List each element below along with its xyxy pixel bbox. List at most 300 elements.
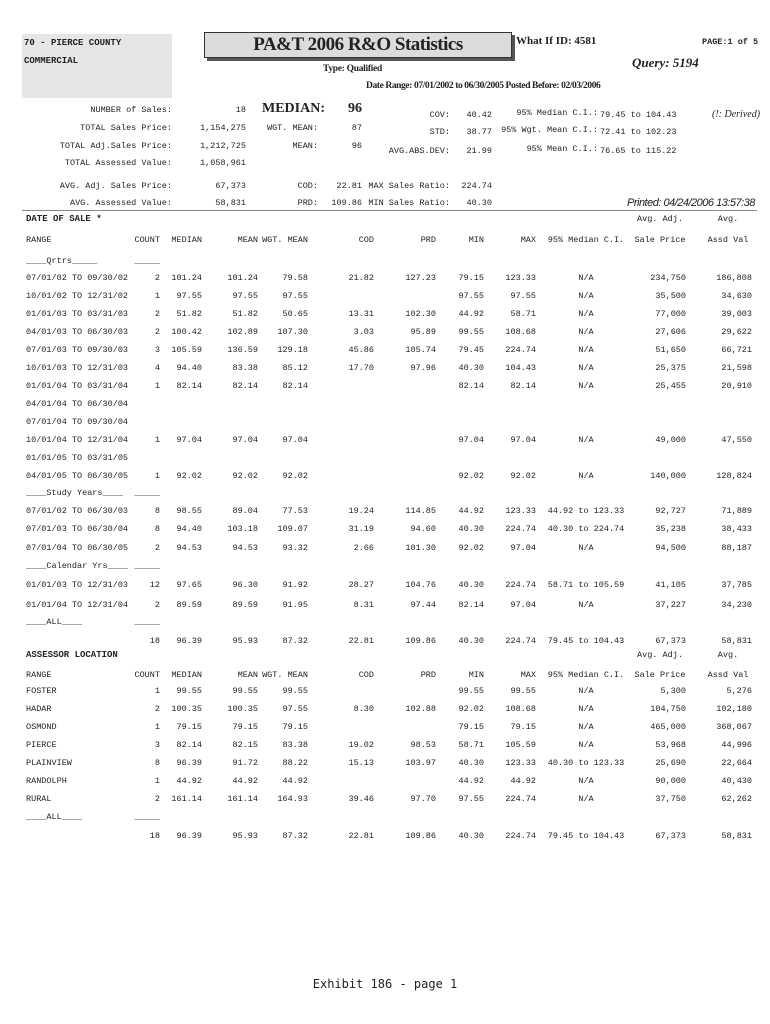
table-cell-asp: 25,455	[655, 381, 686, 391]
table-cell-wgt: 88.22	[282, 758, 308, 768]
table-cell-prd: 97.44	[410, 600, 436, 610]
table-cell-asp: 94,500	[655, 543, 686, 553]
summary-value: 67,373	[215, 181, 246, 191]
table-cell-max: 123.33	[505, 758, 536, 768]
table-cell-mean: 96.30	[232, 580, 258, 590]
summary-value: 18	[235, 105, 246, 115]
table-cell-wgt: 93.32	[282, 543, 308, 553]
table-cell-wgt: 87.32	[282, 636, 308, 646]
table-cell-asp: 465,000	[650, 722, 686, 732]
table-cell-cod: 31.19	[348, 524, 374, 534]
table-cell-count: _____	[134, 488, 160, 498]
table-cell-range: 01/01/04 TO 03/31/04	[26, 381, 129, 391]
table-cell-count: _____	[134, 256, 160, 266]
table-cell-max: 104.43	[505, 363, 536, 373]
table-cell-max: 97.04	[510, 435, 536, 445]
query-id: Query: 5194	[632, 55, 699, 70]
table-cell-mean: 94.53	[232, 543, 258, 553]
column-header-ci: 95% Median C.I.	[547, 670, 625, 680]
table-cell-min: 79.15	[458, 722, 484, 732]
county-name: 70 - PIERCE COUNTY	[24, 38, 122, 48]
table-cell-min: 40.30	[458, 758, 484, 768]
table-cell-min: 44.92	[458, 309, 484, 319]
summary-label: WGT. MEAN:	[266, 123, 318, 133]
page-number: PAGE:1 of 5	[702, 37, 759, 47]
table-cell-count: 1	[154, 722, 160, 732]
table-cell-min: 44.92	[458, 506, 484, 516]
table-cell-ci: 79.45 to 104.43	[547, 636, 625, 646]
table-cell-wgt: 79.58	[282, 273, 308, 283]
table-cell-range: PLAINVIEW	[26, 758, 72, 768]
table-cell-mean: 161.14	[227, 794, 258, 804]
table-cell-median: 82.14	[176, 381, 202, 391]
table-cell-range: ____ALL____	[26, 617, 83, 627]
table-cell-aav: 39,003	[721, 309, 752, 319]
table-cell-aav: 34,630	[721, 291, 752, 301]
table-cell-min: 58.71	[458, 740, 484, 750]
table-cell-aav: 20,910	[721, 381, 752, 391]
table-cell-min: 97.55	[458, 794, 484, 804]
table-cell-cod: 19.02	[348, 740, 374, 750]
table-cell-min: 40.30	[458, 831, 484, 841]
summary-label: MEAN:	[292, 141, 318, 151]
table-cell-aav: 62,262	[721, 794, 752, 804]
column-header-avg-adj: Sale Price	[634, 670, 686, 680]
table-cell-mean: 97.55	[232, 291, 258, 301]
column-header-avg-assd: Assd Val	[707, 235, 749, 245]
table-cell-cod: 45.86	[348, 345, 374, 355]
table-cell-aav: 368,067	[716, 722, 752, 732]
summary-value: 40.42	[466, 110, 492, 120]
table-cell-asp: 67,373	[655, 831, 686, 841]
table-cell-wgt: 91.95	[282, 600, 308, 610]
table-cell-wgt: 97.55	[282, 291, 308, 301]
table-cell-min: 82.14	[458, 381, 484, 391]
table-cell-min: 79.45	[458, 345, 484, 355]
table-cell-median: 94.53	[176, 543, 202, 553]
table-cell-median: 79.15	[176, 722, 202, 732]
table-cell-range: 07/01/03 TO 09/30/03	[26, 345, 129, 355]
table-cell-median: 100.35	[171, 704, 202, 714]
table-cell-count: 1	[154, 435, 160, 445]
table-cell-asp: 5,300	[660, 686, 686, 696]
summary-value: 79.45 to 104.43	[600, 110, 677, 120]
table-cell-range: RURAL	[26, 794, 52, 804]
table-cell-ci: N/A	[578, 363, 594, 373]
table-cell-aav: 38,433	[721, 524, 752, 534]
table-cell-mean: 97.04	[232, 435, 258, 445]
column-header-median: MEDIAN	[171, 235, 202, 245]
table-cell-wgt: 83.38	[282, 740, 308, 750]
column-header-avg-assd: Avg.	[717, 650, 739, 660]
table-cell-prd: 127.23	[405, 273, 436, 283]
summary-value: 1,212,725	[200, 141, 246, 151]
table-cell-wgt: 82.14	[282, 381, 308, 391]
table-cell-cod: 22.81	[348, 636, 374, 646]
table-cell-median: 96.39	[176, 831, 202, 841]
table-cell-count: 2	[154, 327, 160, 337]
summary-value: 21.99	[466, 146, 492, 156]
table-cell-median: 98.55	[176, 506, 202, 516]
table-cell-mean: 95.93	[232, 636, 258, 646]
table-cell-prd: 109.86	[405, 636, 436, 646]
table-cell-mean: 91.72	[232, 758, 258, 768]
table-cell-wgt: 87.32	[282, 831, 308, 841]
table-cell-count: 8	[154, 524, 160, 534]
table-cell-aav: 102,180	[716, 704, 752, 714]
table-cell-range: 04/01/04 TO 06/30/04	[26, 399, 129, 409]
table-cell-count: 18	[149, 636, 160, 646]
table-cell-wgt: 99.55	[282, 686, 308, 696]
table-cell-cod: 17.70	[348, 363, 374, 373]
table-cell-median: 97.04	[176, 435, 202, 445]
table-cell-ci: 58.71 to 105.59	[547, 580, 625, 590]
table-cell-wgt: 92.02	[282, 471, 308, 481]
table-cell-wgt: 50.65	[282, 309, 308, 319]
table-cell-prd: 109.86	[405, 831, 436, 841]
table-cell-min: 92.02	[458, 543, 484, 553]
table-cell-mean: 89.04	[232, 506, 258, 516]
summary-value: 38.77	[466, 127, 492, 137]
column-header-mean: MEAN	[237, 235, 258, 245]
table-cell-range: 04/01/03 TO 06/30/03	[26, 327, 129, 337]
table-cell-median: 92.02	[176, 471, 202, 481]
table-cell-ci: N/A	[578, 291, 594, 301]
table-cell-max: 58.71	[510, 309, 536, 319]
column-header-wgt: WGT. MEAN	[262, 670, 308, 680]
table-cell-min: 97.55	[458, 291, 484, 301]
column-header-avg-adj: Sale Price	[634, 235, 686, 245]
table-cell-cod: 28.27	[348, 580, 374, 590]
table-cell-range: 07/01/03 TO 06/30/04	[26, 524, 129, 534]
table-cell-asp: 234,750	[650, 273, 686, 283]
summary-label: 95% Mean C.I.:	[526, 144, 598, 154]
summary-value: 1,058,961	[200, 158, 246, 168]
table-cell-range: 10/01/03 TO 12/31/03	[26, 363, 129, 373]
summary-value: 109.86	[331, 198, 362, 208]
table-cell-asp: 67,373	[655, 636, 686, 646]
table-cell-asp: 90,000	[655, 776, 686, 786]
table-cell-aav: 21,598	[721, 363, 752, 373]
table-cell-range: FOSTER	[26, 686, 57, 696]
table-cell-aav: 37,785	[721, 580, 752, 590]
table-cell-aav: 58,831	[721, 831, 752, 841]
table-cell-prd: 101.30	[405, 543, 436, 553]
table-cell-range: PIERCE	[26, 740, 57, 750]
table-cell-range: ____ALL____	[26, 812, 83, 822]
column-header-count: COUNT	[134, 235, 160, 245]
table-cell-ci: N/A	[578, 327, 594, 337]
column-header-cod: COD	[358, 235, 374, 245]
table-cell-max: 123.33	[505, 506, 536, 516]
median-label: MEDIAN:	[262, 101, 325, 116]
summary-label: AVG. Adj. Sales Price:	[59, 181, 172, 191]
table-cell-cod: 22.81	[348, 831, 374, 841]
table-cell-min: 40.30	[458, 363, 484, 373]
table-cell-count: _____	[134, 617, 160, 627]
table-cell-mean: 44.92	[232, 776, 258, 786]
table-cell-median: 99.55	[176, 686, 202, 696]
table-cell-mean: 82.14	[232, 381, 258, 391]
table-cell-prd: 98.53	[410, 740, 436, 750]
table-cell-ci: N/A	[578, 776, 594, 786]
table-cell-cod: 13.31	[348, 309, 374, 319]
summary-label: TOTAL Sales Price:	[80, 123, 172, 133]
table-cell-aav: 5,276	[726, 686, 752, 696]
table-cell-range: 01/01/05 TO 03/31/05	[26, 453, 129, 463]
table-cell-range: RANDOLPH	[26, 776, 67, 786]
table-cell-max: 224.74	[505, 636, 536, 646]
summary-value: 87	[351, 123, 362, 133]
table-cell-asp: 25,690	[655, 758, 686, 768]
table-cell-range: 10/01/04 TO 12/31/04	[26, 435, 129, 445]
table-cell-aav: 22,664	[721, 758, 752, 768]
summary-value: 58,831	[215, 198, 246, 208]
column-header-prd: PRD	[420, 235, 436, 245]
table-cell-aav: 47,550	[721, 435, 752, 445]
table-cell-min: 44.92	[458, 776, 484, 786]
table-cell-range: 01/01/03 TO 03/31/03	[26, 309, 129, 319]
table-cell-wgt: 44.92	[282, 776, 308, 786]
table-cell-mean: 103.18	[227, 524, 258, 534]
table-cell-count: 12	[149, 580, 160, 590]
table-cell-median: 100.42	[171, 327, 202, 337]
table-cell-aav: 88,187	[721, 543, 752, 553]
table-cell-max: 79.15	[510, 722, 536, 732]
table-cell-cod: 39.46	[348, 794, 374, 804]
column-header-max: MAX	[520, 235, 536, 245]
table-cell-prd: 102.88	[405, 704, 436, 714]
table-cell-median: 89.59	[176, 600, 202, 610]
printed-timestamp: Printed: 04/24/2006 13:57:38	[627, 197, 755, 209]
table-cell-asp: 140,000	[650, 471, 686, 481]
property-class: COMMERCIAL	[24, 56, 79, 66]
table-cell-ci: N/A	[578, 471, 594, 481]
table-cell-aav: 186,808	[716, 273, 752, 283]
table-cell-mean: 51.82	[232, 309, 258, 319]
table-cell-min: 99.55	[458, 327, 484, 337]
column-header-wgt: WGT. MEAN	[262, 235, 308, 245]
table-cell-wgt: 129.18	[277, 345, 308, 355]
column-header-prd: PRD	[420, 670, 436, 680]
table-cell-max: 108.68	[505, 327, 536, 337]
table-cell-mean: 95.93	[232, 831, 258, 841]
table-cell-cod: 15.13	[348, 758, 374, 768]
table-cell-ci: N/A	[578, 309, 594, 319]
column-header-avg-adj: Avg. Adj.	[637, 214, 683, 224]
table-cell-max: 224.74	[505, 831, 536, 841]
table-cell-wgt: 85.12	[282, 363, 308, 373]
table-cell-median: 44.92	[176, 776, 202, 786]
table-cell-mean: 101.24	[227, 273, 258, 283]
table-cell-count: 8	[154, 758, 160, 768]
table-cell-wgt: 91.92	[282, 580, 308, 590]
summary-value: 224.74	[461, 181, 492, 191]
table-cell-count: 4	[154, 363, 160, 373]
table-cell-ci: 40.30 to 123.33	[547, 758, 625, 768]
table-cell-mean: 79.15	[232, 722, 258, 732]
table-cell-min: 40.30	[458, 524, 484, 534]
what-if-id: What If ID: 4581	[516, 35, 597, 47]
table-cell-min: 92.02	[458, 704, 484, 714]
table-cell-range: 01/01/03 TO 12/31/03	[26, 580, 129, 590]
summary-value: 40.30	[466, 198, 492, 208]
table-cell-max: 224.74	[505, 580, 536, 590]
table-cell-max: 123.33	[505, 273, 536, 283]
table-cell-mean: 136.59	[227, 345, 258, 355]
table-cell-max: 224.74	[505, 345, 536, 355]
table-cell-wgt: 79.15	[282, 722, 308, 732]
column-header-median: MEDIAN	[171, 670, 202, 680]
table-cell-cod: 3.03	[353, 327, 374, 337]
table-cell-min: 40.30	[458, 580, 484, 590]
table-cell-mean: 100.35	[227, 704, 258, 714]
table-cell-count: 2	[154, 794, 160, 804]
table-cell-max: 44.92	[510, 776, 536, 786]
table-cell-count: 1	[154, 471, 160, 481]
median-value: 96	[348, 101, 362, 116]
report-title: PA&T 2006 R&O Statistics	[253, 34, 463, 55]
table-cell-max: 105.59	[505, 740, 536, 750]
column-header-ci: 95% Median C.I.	[547, 235, 625, 245]
table-cell-asp: 104,750	[650, 704, 686, 714]
table-cell-median: 96.39	[176, 636, 202, 646]
table-cell-range: 07/01/04 TO 06/30/05	[26, 543, 129, 553]
table-cell-range: OSMOND	[26, 722, 57, 732]
table-cell-prd: 97.96	[410, 363, 436, 373]
summary-value: 22.81	[336, 181, 362, 191]
column-header-max: MAX	[520, 670, 536, 680]
table-cell-range: 07/01/02 TO 06/30/03	[26, 506, 129, 516]
table-cell-prd: 95.89	[410, 327, 436, 337]
table-cell-aav: 40,430	[721, 776, 752, 786]
table-cell-count: 18	[149, 831, 160, 841]
table-cell-ci: N/A	[578, 345, 594, 355]
column-header-count: COUNT	[134, 670, 160, 680]
table-cell-asp: 37,750	[655, 794, 686, 804]
table-cell-aav: 58,831	[721, 636, 752, 646]
table-cell-prd: 114.85	[405, 506, 436, 516]
table-cell-aav: 34,230	[721, 600, 752, 610]
table-cell-cod: 8.31	[353, 600, 374, 610]
column-header-min: MIN	[468, 670, 484, 680]
table-cell-range: 01/01/04 TO 12/31/04	[26, 600, 129, 610]
table-cell-count: 3	[154, 345, 160, 355]
table-cell-count: 1	[154, 776, 160, 786]
table-cell-cod: 2.66	[353, 543, 374, 553]
table-cell-cod: 21.82	[348, 273, 374, 283]
table-cell-aav: 29,622	[721, 327, 752, 337]
table-cell-median: 161.14	[171, 794, 202, 804]
table-cell-min: 99.55	[458, 686, 484, 696]
table-cell-range: 04/01/05 TO 06/30/05	[26, 471, 129, 481]
table-cell-prd: 102.30	[405, 309, 436, 319]
table-cell-max: 99.55	[510, 686, 536, 696]
summary-label: TOTAL Assessed Value:	[64, 158, 172, 168]
table-cell-cod: 19.24	[348, 506, 374, 516]
section-divider	[22, 210, 757, 211]
table-cell-wgt: 164.93	[277, 794, 308, 804]
table-cell-count: _____	[134, 561, 160, 571]
summary-value: 72.41 to 102.23	[600, 127, 677, 137]
table-cell-median: 101.24	[171, 273, 202, 283]
column-header-avg-adj: Avg. Adj.	[637, 650, 683, 660]
table-cell-min: 79.15	[458, 273, 484, 283]
table-cell-min: 92.02	[458, 471, 484, 481]
table-cell-count: 2	[154, 704, 160, 714]
table-cell-count: 2	[154, 600, 160, 610]
table-cell-median: 97.65	[176, 580, 202, 590]
summary-label: PRD:	[297, 198, 318, 208]
table-cell-count: _____	[134, 812, 160, 822]
table-cell-mean: 99.55	[232, 686, 258, 696]
summary-value: 96	[351, 141, 362, 151]
table-cell-aav: 71,889	[721, 506, 752, 516]
table-cell-ci: N/A	[578, 435, 594, 445]
summary-label: AVG.ABS.DEV:	[388, 146, 450, 156]
table-cell-aav: 128,824	[716, 471, 752, 481]
column-header-avg-assd: Assd Val	[707, 670, 749, 680]
page-footer: Exhibit 186 - page 1	[312, 977, 458, 991]
table-cell-ci: N/A	[578, 686, 594, 696]
table-cell-asp: 77,000	[655, 309, 686, 319]
table-cell-max: 224.74	[505, 794, 536, 804]
table-cell-ci: N/A	[578, 794, 594, 804]
derived-note: (!: Derived)	[712, 109, 761, 120]
table-cell-count: 1	[154, 291, 160, 301]
column-header-mean: MEAN	[237, 670, 258, 680]
section-title: DATE OF SALE *	[26, 214, 102, 224]
table-cell-range: 07/01/02 TO 09/30/02	[26, 273, 129, 283]
table-cell-cod: 8.30	[353, 704, 374, 714]
table-cell-count: 2	[154, 309, 160, 319]
table-cell-asp: 37,227	[655, 600, 686, 610]
table-cell-count: 1	[154, 381, 160, 391]
table-cell-median: 96.39	[176, 758, 202, 768]
table-cell-wgt: 107.30	[277, 327, 308, 337]
column-header-range: RANGE	[26, 235, 52, 245]
table-cell-asp: 92,727	[655, 506, 686, 516]
sale-type: Type: Qualified	[323, 64, 382, 74]
table-cell-count: 3	[154, 740, 160, 750]
table-cell-max: 97.55	[510, 291, 536, 301]
table-cell-asp: 49,000	[655, 435, 686, 445]
column-header-min: MIN	[468, 235, 484, 245]
table-cell-ci: N/A	[578, 740, 594, 750]
table-cell-count: 1	[154, 686, 160, 696]
table-cell-asp: 27,606	[655, 327, 686, 337]
table-cell-mean: 92.02	[232, 471, 258, 481]
table-cell-asp: 41,105	[655, 580, 686, 590]
summary-label: STD:	[429, 127, 450, 137]
table-cell-range: ____Calendar Yrs____	[26, 561, 129, 571]
table-cell-median: 97.55	[176, 291, 202, 301]
table-cell-prd: 97.70	[410, 794, 436, 804]
table-cell-ci: N/A	[578, 704, 594, 714]
summary-label: TOTAL Adj.Sales Price:	[59, 141, 172, 151]
table-cell-median: 94.40	[176, 363, 202, 373]
summary-label: AVG. Assessed Value:	[69, 198, 172, 208]
table-cell-count: 2	[154, 273, 160, 283]
column-header-cod: COD	[358, 670, 374, 680]
table-cell-range: 10/01/02 TO 12/31/02	[26, 291, 129, 301]
table-cell-wgt: 97.04	[282, 435, 308, 445]
table-cell-range: 07/01/04 TO 09/30/04	[26, 417, 129, 427]
table-cell-max: 108.68	[505, 704, 536, 714]
table-cell-median: 94.40	[176, 524, 202, 534]
table-cell-ci: 79.45 to 104.43	[547, 831, 625, 841]
summary-label: COV:	[429, 110, 450, 120]
